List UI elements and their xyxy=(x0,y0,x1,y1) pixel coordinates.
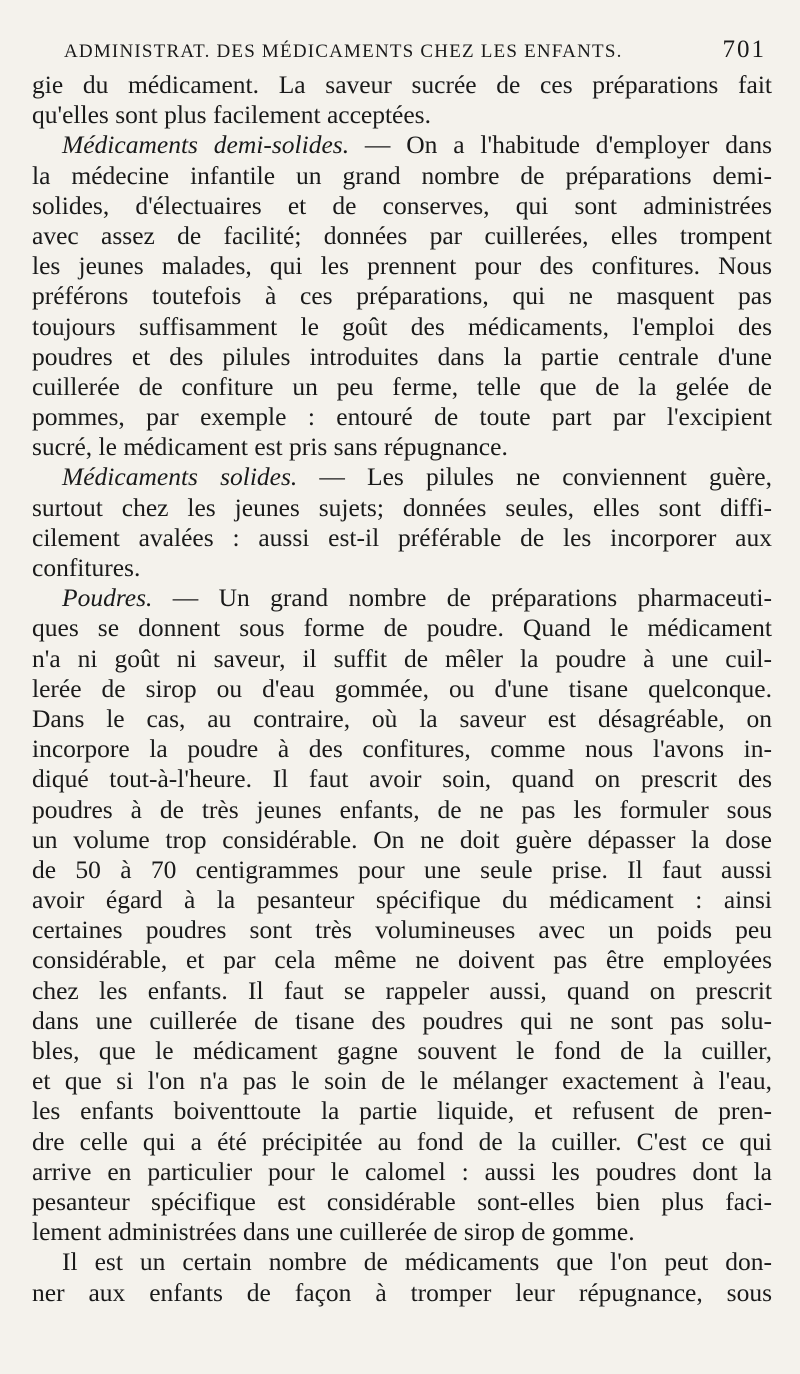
text-line xyxy=(32,1278,772,1308)
line-text: incorpore la poudre à des confitures, comme nous l'avons in- xyxy=(32,734,772,764)
text-line xyxy=(32,342,772,372)
line-text: certaines poudres sont très volumineuses avec un poids peu xyxy=(32,915,772,945)
text-line xyxy=(32,221,772,251)
text-line xyxy=(32,553,772,583)
text-line xyxy=(32,1247,772,1277)
section-heading: Médicaments demi-solides. xyxy=(62,130,350,160)
text-line xyxy=(32,191,772,221)
line-text: Il est un certain nombre de médicaments que l'on peut don- xyxy=(62,1247,772,1277)
section-heading: Médicaments solides. xyxy=(62,462,298,492)
text-line xyxy=(32,976,772,1006)
line-text: avoir égard à la pesanteur spécifique du médicament : ainsi xyxy=(32,885,772,915)
line-text: pesanteur spécifique est considérable sont-elles bien plus faci- xyxy=(32,1186,772,1216)
line-text: préférons toutefois à ces préparations, qui ne masquent pas xyxy=(32,281,772,311)
line-text: — Les pilules ne conviennent guère, xyxy=(297,462,772,492)
line-text: sucré, le médicament est pris sans répugnance. xyxy=(32,432,508,462)
line-text: pommes, par exemple : entouré de toute part par l'excipient xyxy=(32,402,772,432)
text-line xyxy=(32,130,772,160)
text-line xyxy=(32,100,772,130)
text-line xyxy=(32,402,772,432)
text-line xyxy=(32,1127,772,1157)
text-line xyxy=(32,795,772,825)
line-text: chez les enfants. Il faut se rappeler aussi, quand on prescrit xyxy=(32,975,772,1005)
line-text: et que si l'on n'a pas le soin de le mélanger exactement à l'eau, xyxy=(32,1066,772,1096)
text-line xyxy=(32,704,772,734)
line-text: poudres et des pilules introduites dans la partie centrale d'une xyxy=(32,341,772,371)
line-text: arrive en particulier pour le calomel : aussi les poudres dont la xyxy=(32,1156,772,1186)
line-text: dre celle qui a été précipitée au fond de la cuiller. C'est ce qui xyxy=(32,1126,772,1156)
text-line xyxy=(32,734,772,764)
line-text: les jeunes malades, qui les prennent pour des confitures. Nous xyxy=(32,251,772,281)
line-text: qu'elles sont plus facilement acceptées. xyxy=(32,100,431,130)
line-text: solides, d'électuaires et de conserves, qui sont administrées xyxy=(32,190,772,220)
running-title: ADMINISTRAT. DES MÉDICAMENTS CHEZ LES ENFANTS. xyxy=(64,41,623,62)
text-line xyxy=(32,855,772,885)
text-line xyxy=(32,523,772,553)
line-text: considérable, et par cela même ne doivent pas être employées xyxy=(32,945,772,975)
text-line xyxy=(32,1006,772,1036)
line-text: diqué tout-à-l'heure. Il faut avoir soin, quand on prescrit des xyxy=(32,764,772,794)
text-line xyxy=(32,462,772,492)
line-text: confitures. xyxy=(32,553,141,582)
line-text: cilement avalées : aussi est-il préférable de les incorporer aux xyxy=(32,522,772,552)
page-number: 701 xyxy=(722,36,766,63)
line-text: de 50 à 70 centigrammes pour une seule prise. Il faut aussi xyxy=(32,854,772,884)
text-line xyxy=(32,70,772,100)
text-line xyxy=(32,1036,772,1066)
line-text: bles, que le médicament gagne souvent le fond de la cuiller, xyxy=(32,1036,772,1065)
line-text: gie du médicament. La saveur sucrée de ces préparations fait xyxy=(32,70,772,99)
section-heading: Poudres. xyxy=(62,583,153,613)
text-line xyxy=(32,1187,772,1217)
text-line xyxy=(32,432,772,462)
text-line xyxy=(32,1217,772,1247)
text-line xyxy=(32,885,772,915)
text-line xyxy=(32,372,772,402)
line-text: toujours suffisamment le goût des médicaments, l'emploi des xyxy=(32,311,772,341)
line-text: les enfants boiventtoute la partie liquide, et refusent de pren- xyxy=(32,1096,772,1126)
text-line xyxy=(32,493,772,523)
body-text xyxy=(32,70,772,1308)
line-text: lerée de sirop ou d'eau gommée, ou d'une tisane quelconque. xyxy=(32,673,772,703)
text-line xyxy=(32,613,772,643)
line-text: — On a l'habitude d'employer dans xyxy=(349,130,772,160)
line-text: Dans le cas, au contraire, où la saveur est désagréable, on xyxy=(32,703,772,733)
line-text: — Un grand nombre de préparations pharmaceuti- xyxy=(152,583,772,613)
text-line xyxy=(32,764,772,794)
line-text: surtout chez les jeunes sujets; données seules, elles sont diffi- xyxy=(32,492,772,522)
line-text: la médecine infantile un grand nombre de préparations demi- xyxy=(32,160,772,190)
line-text: ques se donnent sous forme de poudre. Quand le médicament xyxy=(32,613,772,643)
text-line xyxy=(32,825,772,855)
line-text: n'a ni goût ni saveur, il suffit de mêler la poudre à une cuil- xyxy=(32,643,772,673)
text-line xyxy=(32,915,772,945)
text-line xyxy=(32,1157,772,1187)
line-text: lement administrées dans une cuillerée de sirop de gomme. xyxy=(32,1217,635,1247)
text-line xyxy=(32,1066,772,1096)
line-text: dans une cuillerée de tisane des poudres qui ne sont pas solu- xyxy=(32,1005,772,1035)
text-line xyxy=(32,583,772,613)
running-header xyxy=(64,36,766,64)
line-text: cuillerée de confiture un peu ferme, telle que de la gelée de xyxy=(32,371,772,401)
text-line xyxy=(32,945,772,975)
text-line xyxy=(32,251,772,281)
text-line xyxy=(32,312,772,342)
line-text: ner aux enfants de façon à tromper leur répugnance, sous xyxy=(32,1277,772,1307)
text-line xyxy=(32,161,772,191)
text-line xyxy=(32,1096,772,1126)
text-line xyxy=(32,644,772,674)
line-text: avec assez de facilité; données par cuillerées, elles trompent xyxy=(32,220,772,250)
line-text: poudres à de très jeunes enfants, de ne pas les formuler sous xyxy=(32,794,772,824)
text-line xyxy=(32,674,772,704)
text-line xyxy=(32,281,772,311)
line-text: un volume trop considérable. On ne doit guère dépasser la dose xyxy=(32,824,772,854)
